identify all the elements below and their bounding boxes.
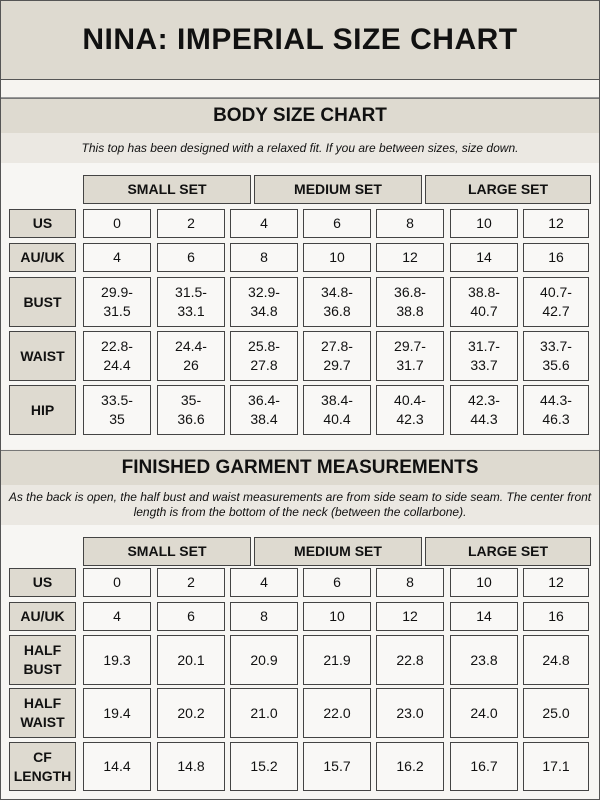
table-cell: 24.4- 26 <box>157 331 225 381</box>
table-cell: 20.1 <box>157 635 225 685</box>
garment-chart-heading: FINISHED GARMENT MEASUREMENTS <box>1 450 599 486</box>
table-cell: 4 <box>83 243 151 272</box>
table-cell: 22.8 <box>376 635 444 685</box>
table-cell: 33.5- 35 <box>83 385 151 435</box>
table-cell: 34.8- 36.8 <box>303 277 371 327</box>
table-cell: 2 <box>157 209 225 238</box>
table-cell: 20.9 <box>230 635 298 685</box>
table-cell: 35- 36.6 <box>157 385 225 435</box>
row-label: HIP <box>9 385 76 435</box>
table-cell: 4 <box>230 209 298 238</box>
size-set-header: SMALL SET <box>83 175 251 204</box>
page-title: NINA: IMPERIAL SIZE CHART <box>1 1 599 80</box>
garment-chart-table <box>1 525 599 799</box>
table-cell: 0 <box>83 209 151 238</box>
spacer-band <box>1 80 599 98</box>
body-chart-heading: BODY SIZE CHART <box>1 98 599 134</box>
table-cell: 14 <box>450 602 518 631</box>
table-cell: 14 <box>450 243 518 272</box>
table-cell: 29.9- 31.5 <box>83 277 151 327</box>
table-cell: 21.0 <box>230 688 298 738</box>
table-cell: 4 <box>83 602 151 631</box>
table-cell: 8 <box>230 602 298 631</box>
table-cell: 14.4 <box>83 742 151 791</box>
table-cell: 33.7- 35.6 <box>523 331 589 381</box>
size-set-header: MEDIUM SET <box>254 175 422 204</box>
body-chart-note: This top has been designed with a relaxed fit. If you are between sizes, size down. <box>1 133 599 163</box>
table-cell: 25.8- 27.8 <box>230 331 298 381</box>
table-cell: 44.3- 46.3 <box>523 385 589 435</box>
table-cell: 2 <box>157 568 225 597</box>
row-label: US <box>9 568 76 597</box>
table-cell: 40.4- 42.3 <box>376 385 444 435</box>
table-cell: 8 <box>376 209 444 238</box>
row-label: AU/UK <box>9 243 76 272</box>
table-cell: 22.8- 24.4 <box>83 331 151 381</box>
table-cell: 27.8- 29.7 <box>303 331 371 381</box>
size-set-header: LARGE SET <box>425 175 591 204</box>
row-label: BUST <box>9 277 76 327</box>
table-cell: 19.4 <box>83 688 151 738</box>
table-cell: 15.2 <box>230 742 298 791</box>
row-label: HALF WAIST <box>9 688 76 738</box>
table-cell: 10 <box>450 568 518 597</box>
size-set-header: LARGE SET <box>425 537 591 566</box>
size-set-header: MEDIUM SET <box>254 537 422 566</box>
table-cell: 29.7- 31.7 <box>376 331 444 381</box>
table-cell: 8 <box>376 568 444 597</box>
row-label: AU/UK <box>9 602 76 631</box>
size-set-header: SMALL SET <box>83 537 251 566</box>
table-cell: 40.7- 42.7 <box>523 277 589 327</box>
table-cell: 12 <box>523 568 589 597</box>
table-cell: 4 <box>230 568 298 597</box>
table-cell: 38.8- 40.7 <box>450 277 518 327</box>
table-cell: 16.2 <box>376 742 444 791</box>
table-cell: 42.3- 44.3 <box>450 385 518 435</box>
table-cell: 22.0 <box>303 688 371 738</box>
table-cell: 10 <box>303 602 371 631</box>
table-cell: 16 <box>523 602 589 631</box>
table-cell: 10 <box>450 209 518 238</box>
table-cell: 38.4- 40.4 <box>303 385 371 435</box>
row-label: WAIST <box>9 331 76 381</box>
table-cell: 6 <box>157 602 225 631</box>
table-cell: 15.7 <box>303 742 371 791</box>
table-cell: 14.8 <box>157 742 225 791</box>
table-cell: 17.1 <box>523 742 589 791</box>
table-cell: 23.0 <box>376 688 444 738</box>
row-label: CF LENGTH <box>9 742 76 791</box>
row-label: US <box>9 209 76 238</box>
table-cell: 12 <box>376 243 444 272</box>
table-cell: 10 <box>303 243 371 272</box>
table-cell: 32.9- 34.8 <box>230 277 298 327</box>
table-cell: 25.0 <box>523 688 589 738</box>
body-chart-table <box>1 163 599 449</box>
garment-chart-note: As the back is open, the half bust and waist measurements are from side seam to side seam. The center front length is from the bottom of the neck (between the collarbone). <box>1 485 599 525</box>
table-cell: 36.8- 38.8 <box>376 277 444 327</box>
table-cell: 36.4- 38.4 <box>230 385 298 435</box>
table-cell: 20.2 <box>157 688 225 738</box>
table-cell: 31.5- 33.1 <box>157 277 225 327</box>
table-cell: 6 <box>303 209 371 238</box>
table-cell: 16.7 <box>450 742 518 791</box>
table-cell: 6 <box>303 568 371 597</box>
table-cell: 8 <box>230 243 298 272</box>
table-cell: 24.0 <box>450 688 518 738</box>
table-cell: 12 <box>376 602 444 631</box>
table-cell: 24.8 <box>523 635 589 685</box>
table-cell: 16 <box>523 243 589 272</box>
row-label: HALF BUST <box>9 635 76 685</box>
table-cell: 23.8 <box>450 635 518 685</box>
table-cell: 0 <box>83 568 151 597</box>
table-cell: 19.3 <box>83 635 151 685</box>
table-cell: 6 <box>157 243 225 272</box>
table-cell: 21.9 <box>303 635 371 685</box>
table-cell: 12 <box>523 209 589 238</box>
table-cell: 31.7- 33.7 <box>450 331 518 381</box>
